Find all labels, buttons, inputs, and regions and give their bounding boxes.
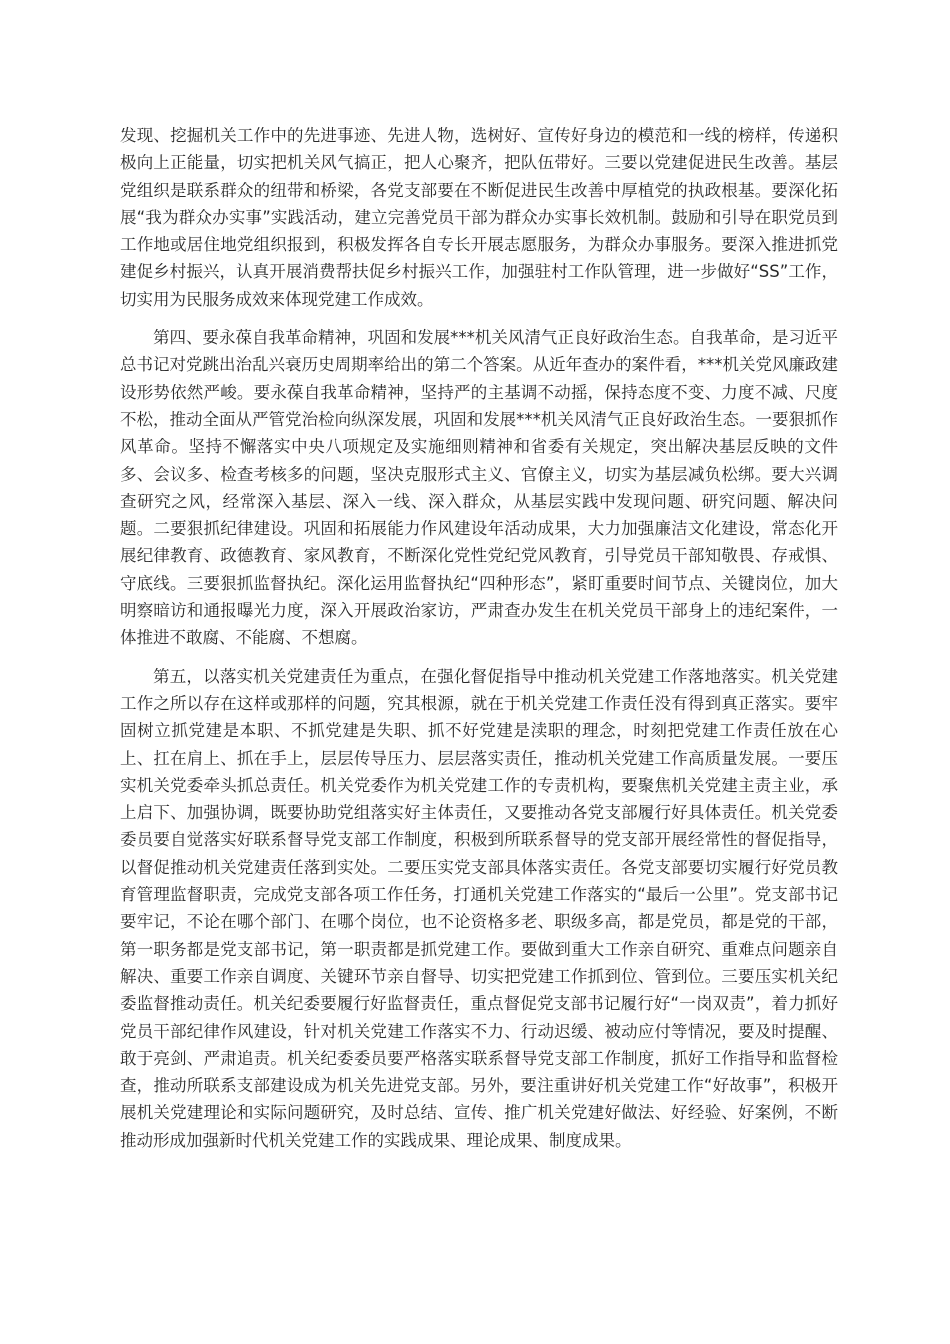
document-page — [120, 122, 838, 1165]
paragraph-fourth-point: 第四、要永葆自我革命精神，巩固和发展***机关风清气正良好政治生态。自我革命，是习近平总书记对党跳出治乱兴衰历史周期率给出的第二个答案。从近年查办的案件看，***机关党风廉政建设形势依然严峻。要永葆自我革命精神，坚持严的主基调不动摇，保持态度不变、力度不减、尺度不松，推动全面从严管党治检向纵深发展，巩固和发展***机关风清气正良好政治生态。一要狠抓作风革命。坚持不懈落实中央八项规定及实施细则精神和省委有关规定，突出解决基层反映的文件多、会议多、检查考核多的问题，坚决克服形式主义、官僚主义，切实为基层减负松绑。要大兴调查研究之风，经常深入基层、深入一线、深入群众，从基层实践中发现问题、研究问题、解决问题。二要狠抓纪律建设。巩固和拓展能力作风建设年活动成果，大力加强廉洁文化建设，常态化开展纪律教育、政德教育、家风教育，不断深化党性党纪党风教育，引导党员干部知敬畏、存戒惧、守底线。三要狠抓监督执纪。深化运用监督执纪“四种形态”，紧盯重要时间节点、关键岗位，加大明察暗访和通报曝光力度，深入开展政治家访，严肃查办发生在机关党员干部身上的违纪案件，一体推进不敢腐、不能腐、不想腐。 — [120, 328, 838, 648]
paragraph-fifth-point: 第五，以落实机关党建责任为重点，在强化督促指导中推动机关党建工作落地落实。机关党建工作之所以存在这样或那样的问题，究其根源，就在于机关党建工作责任没有得到真正落实。要牢固树立抓党建是本职、不抓党建是失职、抓不好党建是渎职的理念，时刻把党建工作责任放在心上、扛在肩上、抓在手上，层层传导压力、层层落实责任，推动机关党建工作高质量发展。一要压实机关党委牵头抓总责任。机关党委作为机关党建工作的专责机构，要聚焦机关党建主责主业，承上启下、加强协调，既要协助党组落实好主体责任，又要推动各党支部履行好具体责任。机关党委委员要自觉落实好联系督导党支部工作制度，积极到所联系督导的党支部开展经常性的督促指导，以督促推动机关党建责任落到实处。二要压实党支部具体落实责任。各党支部要切实履行好党员教育管理监督职责，完成党支部各项工作任务，打通机关党建工作落实的“最后一公里”。党支部书记要牢记，不论在哪个部门、在哪个岗位，也不论资格多老、职级多高，都是党员，都是党的干部，第一职务都是党支部书记，第一职责都是抓党建工作。要做到重大工作亲自研究、重难点问题亲自解决、重要工作亲自调度、关键环节亲自督导、切实把党建工作抓到位、管到位。三要压实机关纪委监督推动责任。机关纪委要履行好监督责任，重点督促党支部书记履行好“一岗双责”，着力抓好党员干部纪律作风建设，针对机关党建工作落实不力、行动迟缓、被动应付等情况，要及时提醒、敢于亮剑、严肃追责。机关纪委委员要严格落实联系督导党支部工作制度，抓好工作指导和监督检查，推动所联系支部建设成为机关先进党支部。另外，要注重讲好机关党建工作“好故事”，积极开展机关党建理论和实际问题研究，及时总结、宣传、推广机关党建好做法、好经验、好案例，不断推动形成加强新时代机关党建工作的实践成果、理论成果、制度成果。 — [120, 666, 838, 1150]
paragraph-continued: 发现、挖掘机关工作中的先进事迹、先进人物，选树好、宣传好身边的模范和一线的榜样，传递积极向上正能量，切实把机关风气搞正，把人心聚齐，把队伍带好。三要以党建促进民生改善。基层党组织是联系群众的纽带和桥梁，各党支部要在不断促进民生改善中厚植党的执政根基。要深化拓展“我为群众办实事”实践活动，建立完善党员干部为群众办实事长效机制。鼓励和引导在职党员到工作地或居住地党组织报到，积极发挥各自专长开展志愿服务，为群众办事服务。要深入推进抓党建促乡村振兴，认真开展消费帮扶促乡村振兴工作，加强驻村工作队管理，进一步做好“SS”工作，切实用为民服务成效来体现党建工作成效。 — [120, 126, 838, 309]
